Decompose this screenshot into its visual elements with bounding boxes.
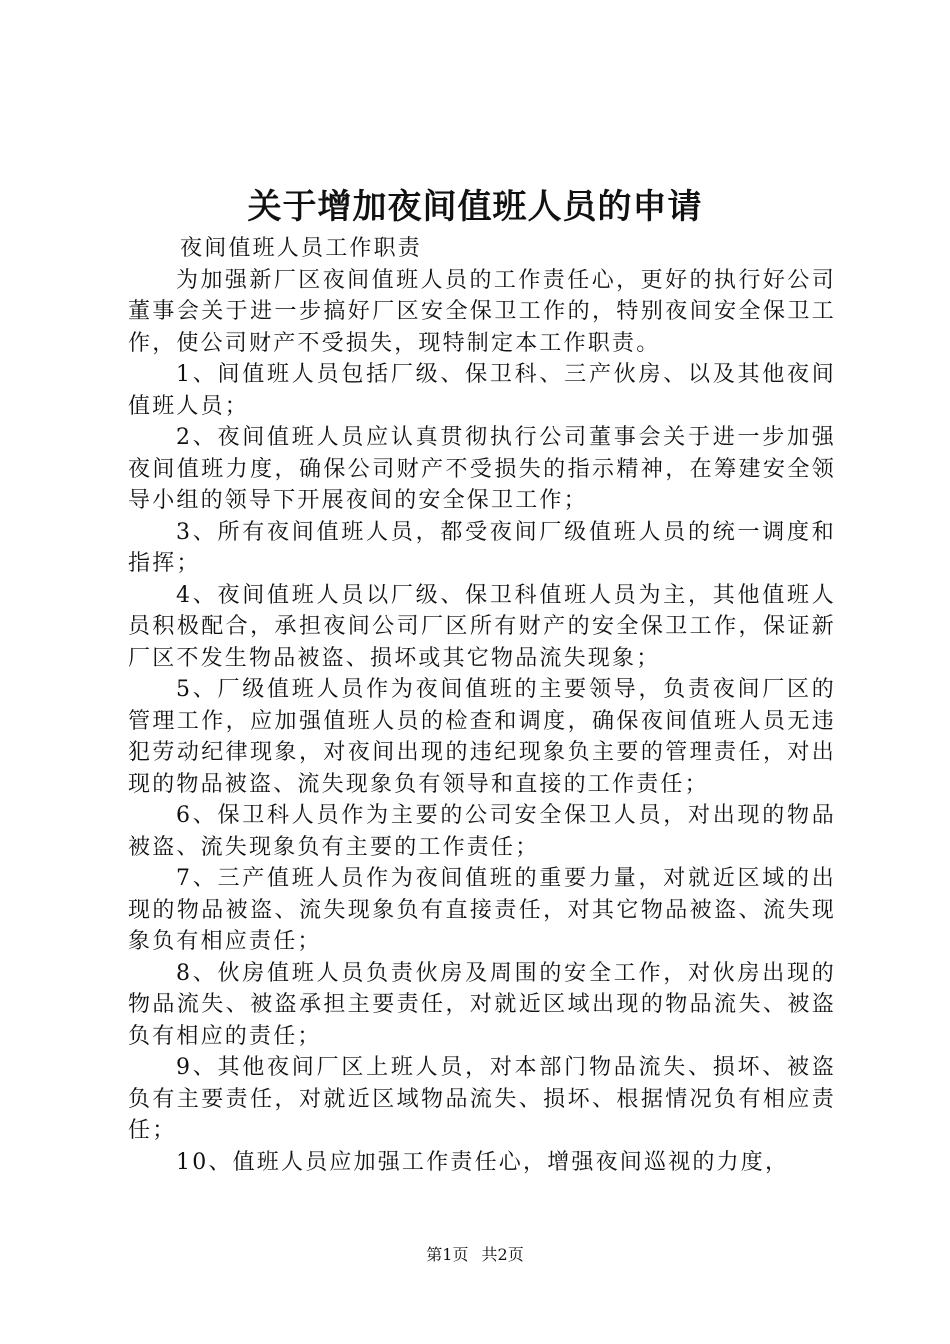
duty-item-2: 2、夜间值班人员应认真贯彻执行公司董事会关于进一步加强夜间值班力度，确保公司财产不受损失的指示精神，在筹建安全领导小组的领导下开展夜间的安全保卫工作； bbox=[128, 425, 836, 513]
page-number: 第1页 bbox=[426, 1245, 469, 1264]
page-footer bbox=[0, 1244, 950, 1266]
duty-item-5: 5、厂级值班人员作为夜间值班的主要领导，负责夜间厂区的管理工作，应加强值班人员的检查和调度，确保夜间值班人员无违犯劳动纪律现象，对夜间出现的违纪现象负主要的管理责任，对出现的物品被盗、流失现象负有领导和直接的工作责任； bbox=[128, 677, 836, 797]
duty-item-9: 9、其他夜间厂区上班人员，对本部门物品流失、损坏、被盗负有主要责任，对就近区域物品流失、损坏、根据情况负有相应责任； bbox=[128, 1055, 836, 1143]
duty-item-6: 6、保卫科人员作为主要的公司安全保卫人员，对出现的物品被盗、流失现象负有主要的工作责任； bbox=[128, 803, 836, 860]
duty-item-3: 3、所有夜间值班人员，都受夜间厂级值班人员的统一调度和指挥； bbox=[128, 519, 836, 576]
document-body bbox=[128, 233, 836, 1178]
duty-item-10: 10、值班人员应加强工作责任心，增强夜间巡视的力度， bbox=[176, 1149, 790, 1175]
duty-item-8: 8、伙房值班人员负责伙房及周围的安全工作，对伙房出现的物品流失、被盗承担主要责任，对就近区域出现的物品流失、被盗负有相应的责任； bbox=[128, 960, 836, 1049]
duty-item-1: 1、间值班人员包括厂级、保卫科、三产伙房、以及其他夜间值班人员； bbox=[128, 362, 836, 419]
duty-item-7: 7、三产值班人员作为夜间值班的重要力量，对就近区域的出现的物品被盗、流失现象负有直接责任，对其它物品被盗、流失现象负有相应责任； bbox=[128, 866, 836, 954]
document-subtitle: 夜间值班人员工作职责 bbox=[180, 236, 423, 261]
document-title: 关于增加夜间值班人员的申请 bbox=[247, 187, 703, 227]
page-total: 共2页 bbox=[481, 1245, 524, 1264]
duty-item-4: 4、夜间值班人员以厂级、保卫科值班人员为主，其他值班人员积极配合，承担夜间公司厂区所有财产的安全保卫工作，保证新厂区不发生物品被盗、损坏或其它物品流失现象； bbox=[128, 582, 836, 671]
intro-paragraph: 为加强新厂区夜间值班人员的工作责任心，更好的执行好公司董事会关于进一步搞好厂区安全保卫工作的，特别夜间安全保卫工作，使公司财产不受损失，现特制定本工作职责。 bbox=[128, 267, 836, 356]
